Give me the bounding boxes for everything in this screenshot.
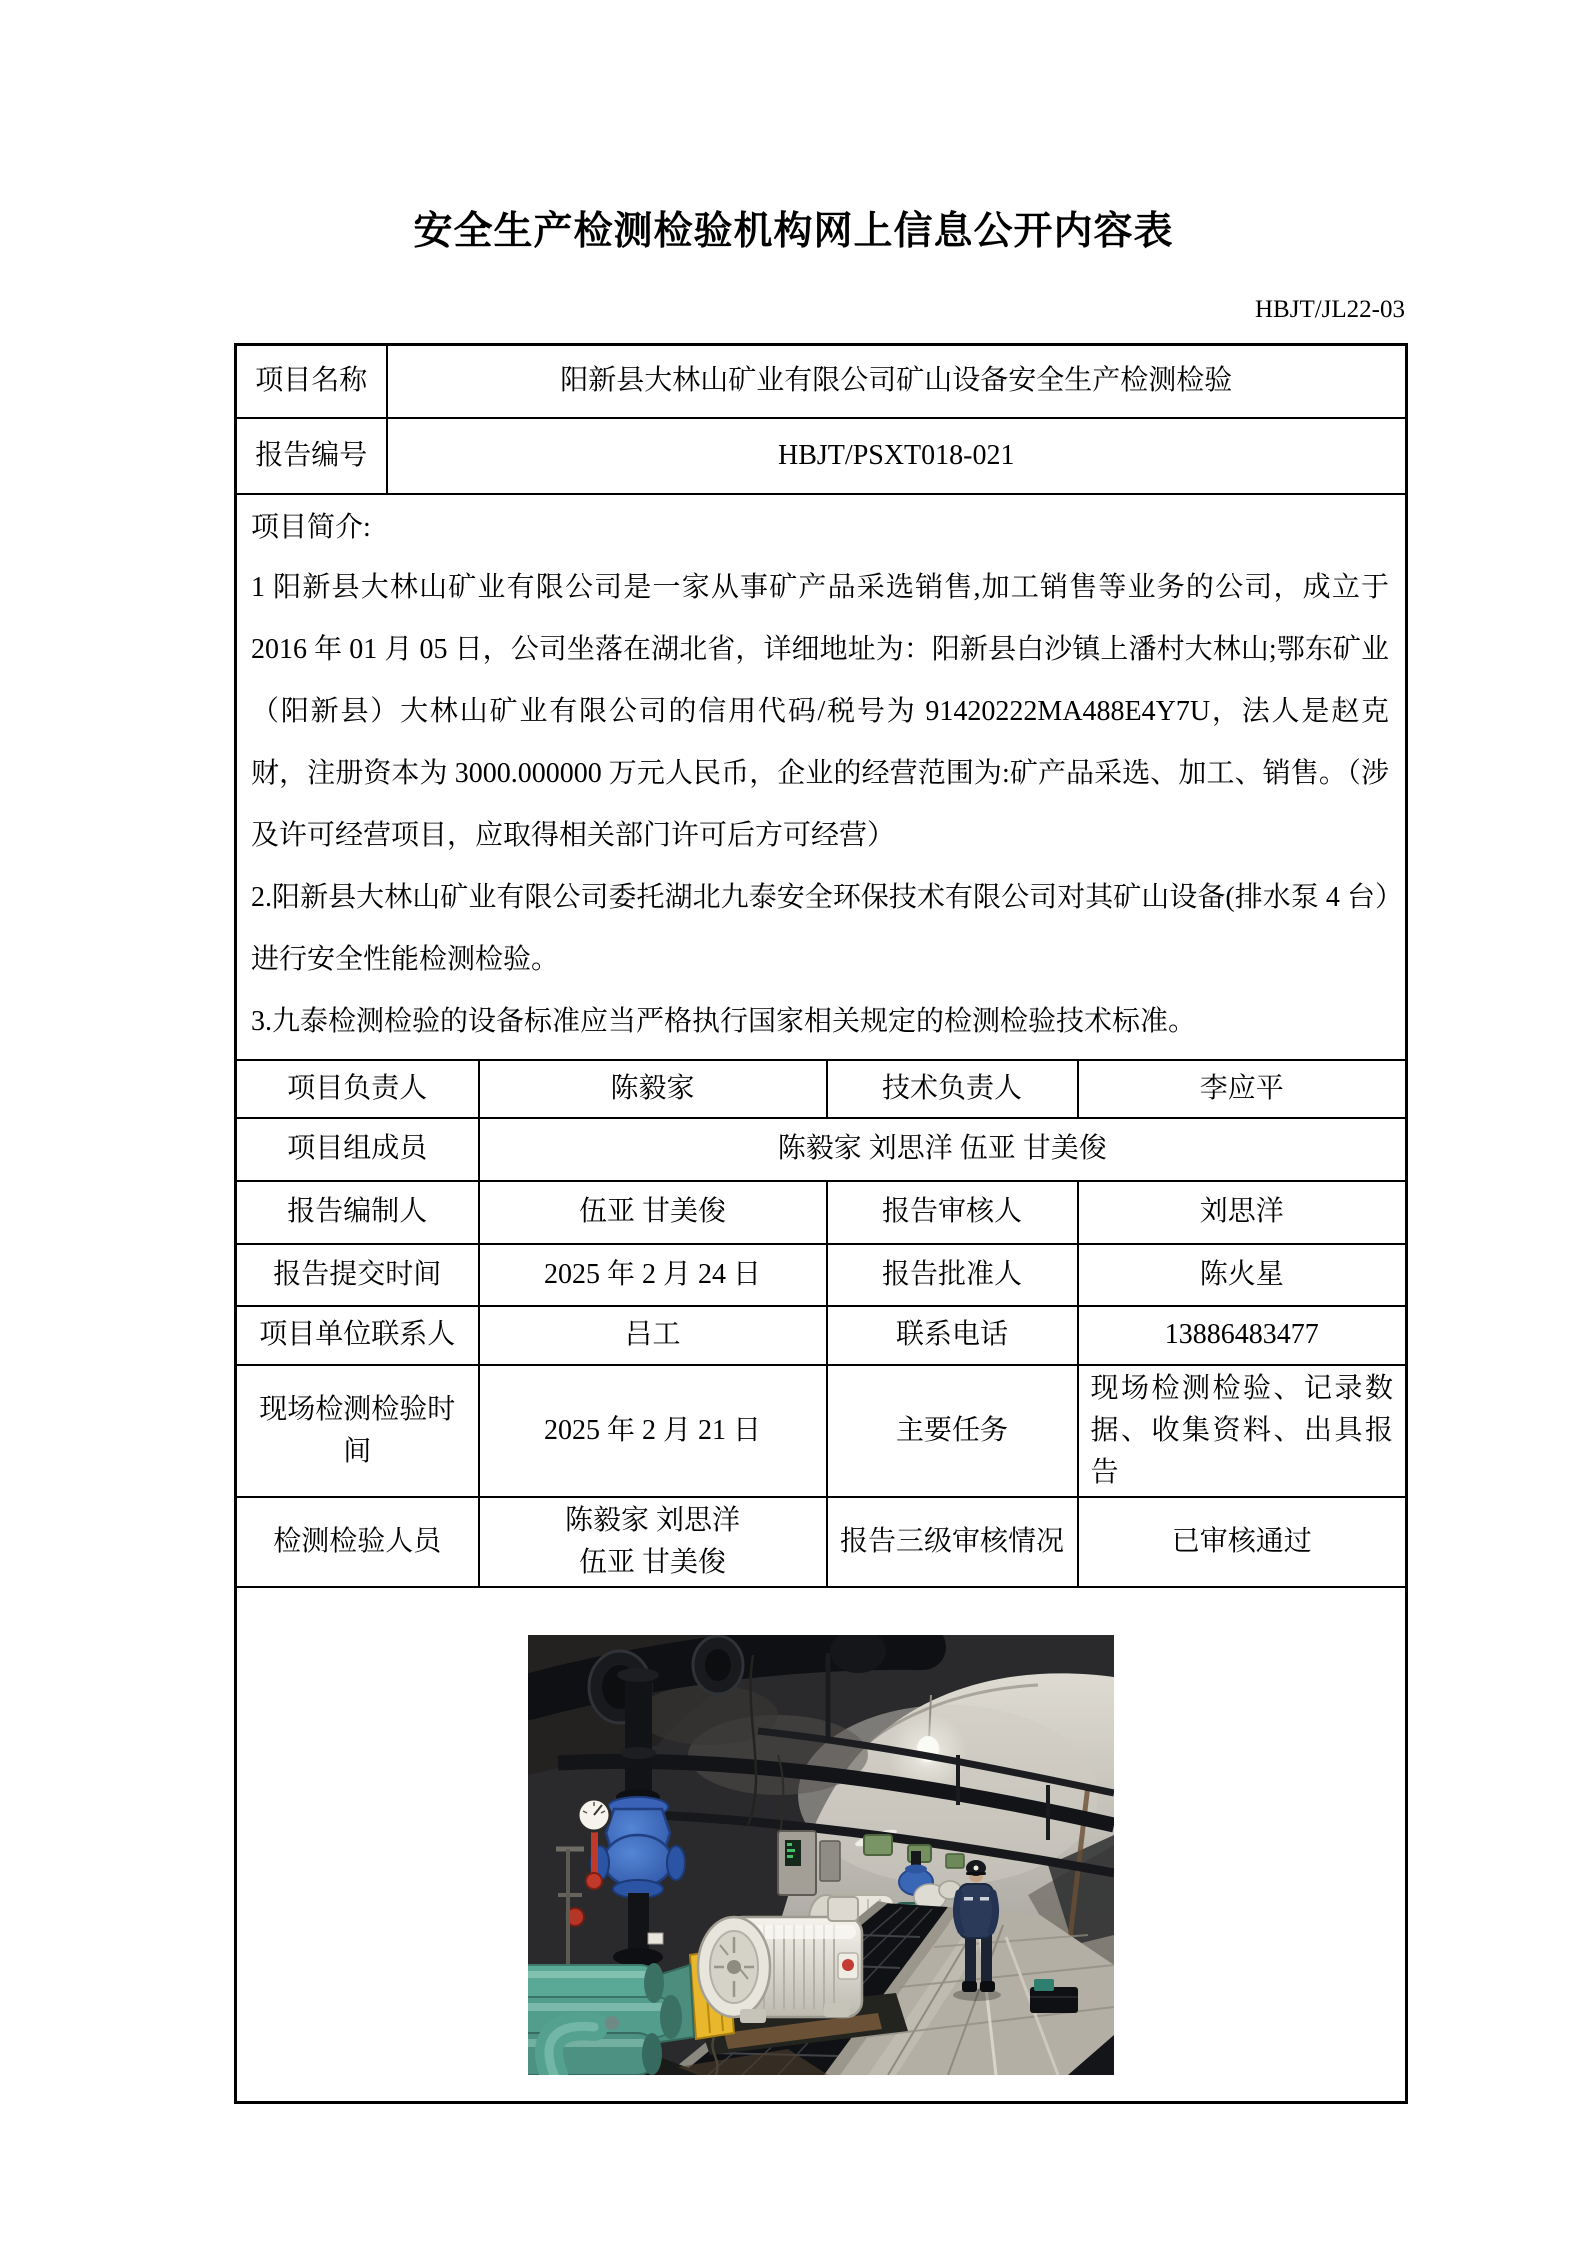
cell-tech-leader-label: 技术负责人 [827,1060,1078,1118]
cell-inspectors-value [479,1497,827,1587]
row-report-author [236,1181,1407,1244]
cell-team-members-value: 陈毅家 刘思洋 伍亚 甘美俊 [479,1118,1407,1181]
row-site-inspection-date [236,1365,1407,1497]
cell-project-name-label: 项目名称 [236,345,387,418]
cell-team-members-label: 项目组成员 [236,1118,479,1181]
row-site-photo [236,1587,1407,2103]
cell-contact-value: 吕工 [479,1306,827,1365]
row-project-name [236,345,1407,418]
intro-paragraph-3: 3.九泰检测检验的设备标准应当严格执行国家相关规定的检测检验技术标准。 [251,1005,1197,1037]
row-contact [236,1306,1407,1365]
cell-review-status-label: 报告三级审核情况 [827,1497,1078,1587]
cell-approver-value: 陈火星 [1078,1244,1407,1306]
cell-tech-leader-value: 李应平 [1078,1060,1407,1118]
cell-site-date-value: 2025 年 2 月 21 日 [479,1365,827,1497]
row-report-no [236,418,1407,494]
cell-approver-label: 报告批准人 [827,1244,1078,1306]
cell-report-no-label: 报告编号 [236,418,387,494]
form-code: HBJT/JL22-03 [1255,296,1405,323]
info-table [234,343,1408,2104]
row-project-leader [236,1060,1407,1118]
cell-project-name-value: 阳新县大林山矿业有限公司矿山设备安全生产检测检验 [387,345,1407,418]
inspectors-line-2: 伍亚 甘美俊 [578,1546,726,1578]
site-photo [528,1635,1114,2075]
page-title: 安全生产检测检验机构网上信息公开内容表 [413,210,1174,253]
intro-label: 项目简介: [251,511,371,543]
cell-site-photo [236,1587,1407,2103]
cell-phone-label: 联系电话 [827,1306,1078,1365]
cell-site-date-label: 现场检测检验时间 [236,1365,479,1497]
row-report-submit-date [236,1244,1407,1306]
row-team-members [236,1118,1407,1181]
cell-inspectors-label: 检测检验人员 [236,1497,479,1587]
cell-submit-date-value: 2025 年 2 月 24 日 [479,1244,827,1306]
cell-project-intro [236,494,1407,1060]
cell-report-author-label: 报告编制人 [236,1181,479,1244]
intro-paragraph-2: 2.阳新县大林山矿业有限公司委托湖北九泰安全环保技术有限公司对其矿山设备(排水泵 4 台）进行安全性能检测检验。 [251,881,1390,975]
row-project-intro [236,494,1407,1060]
cell-review-status-value: 已审核通过 [1078,1497,1407,1587]
cell-report-reviewer-value: 刘思洋 [1078,1181,1407,1244]
cell-main-task-value: 现场检测检验、记录数据、收集资料、出具报告 [1078,1365,1407,1497]
cell-submit-date-label: 报告提交时间 [236,1244,479,1306]
cell-report-author-value: 伍亚 甘美俊 [479,1181,827,1244]
cell-phone-value: 13886483477 [1078,1306,1407,1365]
cell-project-leader-value: 陈毅家 [479,1060,827,1118]
cell-report-no-value: HBJT/PSXT018-021 [387,418,1407,494]
cell-project-leader-label: 项目负责人 [236,1060,479,1118]
row-inspectors [236,1497,1407,1587]
intro-paragraph-1: 1 阳新县大林山矿业有限公司是一家从事矿产品采选销售,加工销售等业务的公司，成立于 2016 年 01 月 05 日，公司坐落在湖北省，详细地址为：阳新县白沙镇上潘村大林山;鄂东矿业（阳新县）大林山矿业有限公司的信用代码/税号为 91420222MA488E4Y7U，法人是赵克财，注册资本为 3000.000000 万元人民币，企业的经营范围为:矿产品采选、加工、销售。（涉及许可经营项目，应取得相关部门许可后方可经营） [251,571,1390,851]
cell-report-reviewer-label: 报告审核人 [827,1181,1078,1244]
inspectors-line-1: 陈毅家 刘思洋 [564,1504,740,1536]
cell-contact-label: 项目单位联系人 [236,1306,479,1365]
cell-main-task-label: 主要任务 [827,1365,1078,1497]
